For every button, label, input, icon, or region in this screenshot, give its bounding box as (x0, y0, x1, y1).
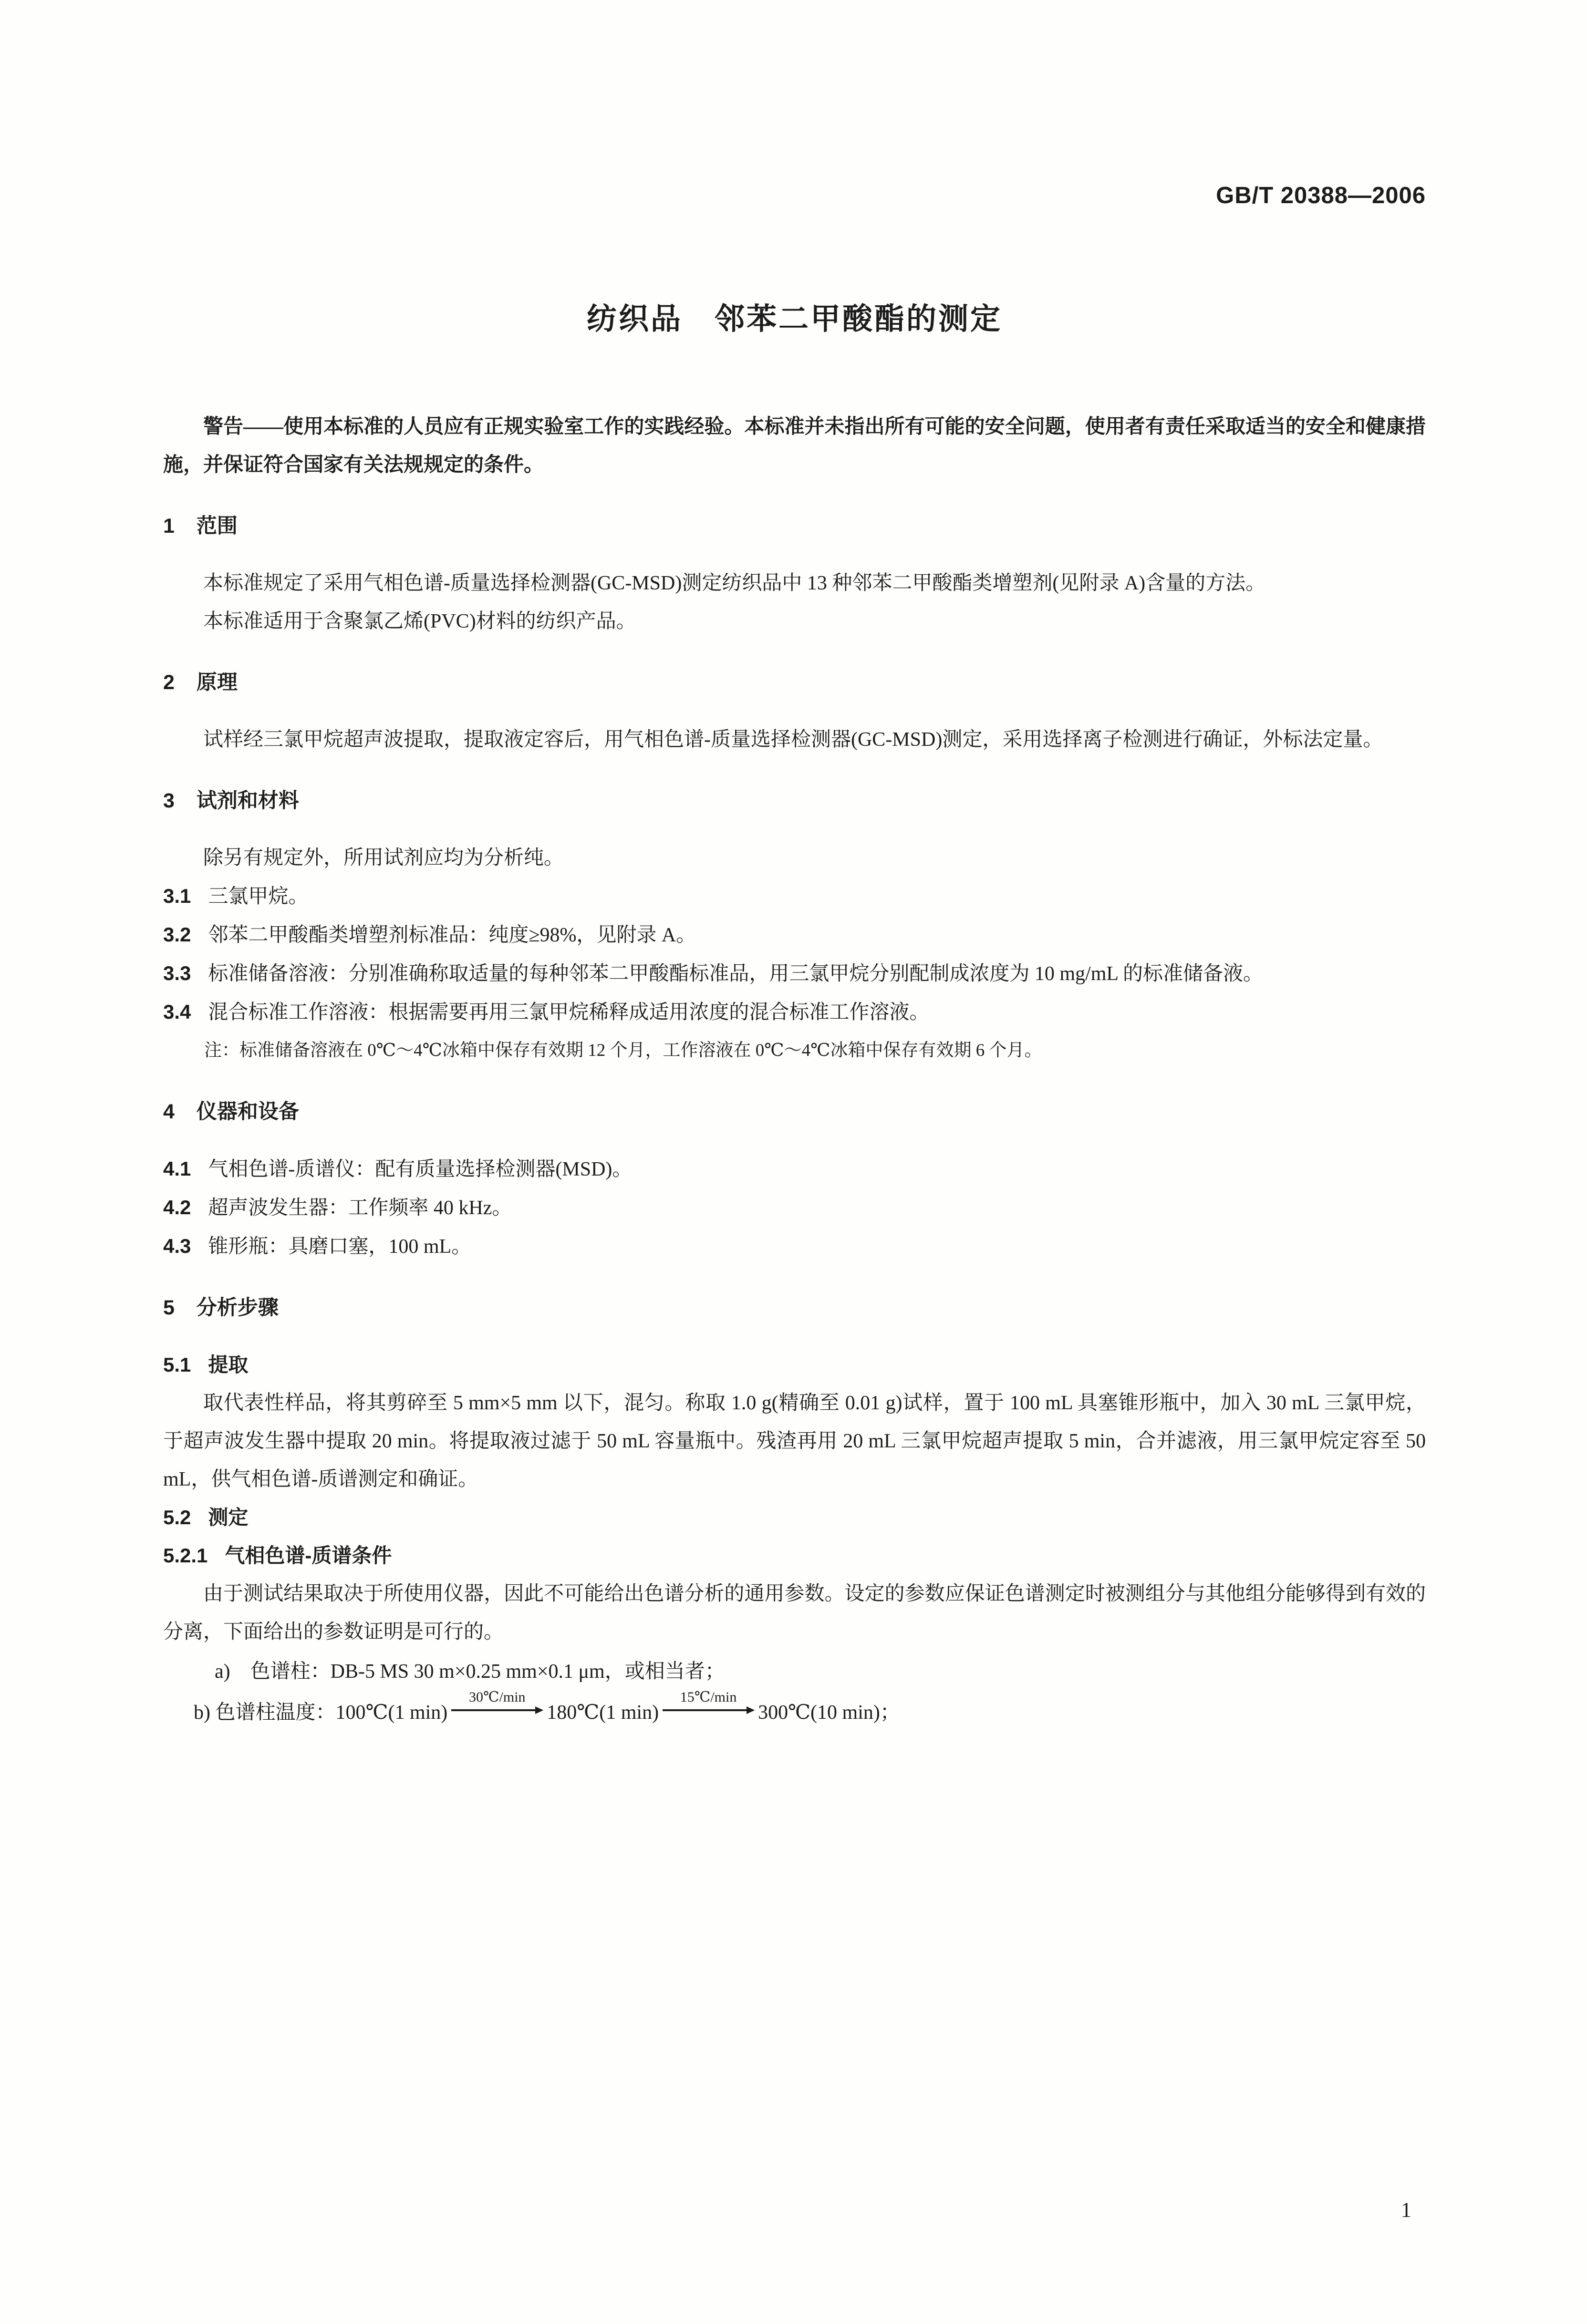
section-title: 范围 (196, 515, 238, 537)
section-title: 试剂和材料 (196, 789, 299, 812)
subclause-5-2-heading (163, 1498, 1426, 1537)
clause-3-1 (163, 877, 1426, 916)
section-number: 2 (163, 671, 175, 694)
subclause-title: 气相色谱-质谱条件 (225, 1544, 392, 1567)
extraction-paragraph: 取代表性样品，将其剪碎至 5 mm×5 mm 以下，混匀。称取 1.0 g(精确至 0.01 g)试样，置于 100 mL 具塞锥形瓶中，加入 30 mL 三氯甲烷，于超声波发生器中提取 20 min。将提取液过滤于 50 mL 容量瓶中。残渣再用 20 mL 三氯甲烷超声提取 5 min，合并滤液，用三氯甲烷定容至 50 mL，供气相色谱-质谱测定和确证。 (163, 1392, 1426, 1490)
temp-program-suffix: 300℃(10 min)； (758, 1702, 900, 1724)
clause-number: 3.2 (163, 923, 191, 946)
ramp-arrow-2 (662, 1689, 755, 1719)
clause-text: 锥形瓶：具磨口塞，100 mL。 (208, 1236, 472, 1258)
reagents-intro-paragraph: 除另有规定外，所用试剂应均为分析纯。 (203, 847, 564, 869)
section-5-heading (163, 1293, 1426, 1322)
subclause-5-2-1-heading (163, 1537, 1426, 1575)
clause-number: 4.3 (163, 1235, 191, 1257)
storage-note: 注：标准储备溶液在 0℃～4℃冰箱中保存有效期 12 个月，工作溶液在 0℃～4℃冰箱中保存有效期 6 个月。 (204, 1041, 1042, 1060)
section-number: 5 (163, 1296, 175, 1319)
ramp-arrow-1 (450, 1689, 544, 1719)
section-title: 仪器和设备 (196, 1100, 299, 1123)
gc-ms-conditions-paragraph: 由于测试结果取决于所使用仪器，因此不可能给出色谱分析的通用参数。设定的参数应保证色谱测定时被测组分与其他组分能够得到有效的分离，下面给出的参数证明是可行的。 (163, 1583, 1426, 1643)
clause-4-1 (163, 1150, 1426, 1188)
temp-program-prefix: b) 色谱柱温度：100℃(1 min) (194, 1702, 448, 1724)
clause-number: 3.1 (163, 885, 191, 907)
clause-4-2 (163, 1188, 1426, 1227)
page-number: 1 (1401, 2198, 1411, 2221)
ramp-rate-2: 15℃/min (680, 1689, 737, 1705)
section-number: 4 (163, 1100, 175, 1123)
clause-4-3 (163, 1227, 1426, 1266)
clause-3-4 (163, 993, 1426, 1032)
scope-paragraph-1: 本标准规定了采用气相色谱-质量选择检测器(GC-MSD)测定纺织品中 13 种邻苯二甲酸酯类增塑剂(见附录 A)含量的方法。 (203, 572, 1266, 594)
clause-number: 4.1 (163, 1157, 191, 1180)
clause-text: 混合标准工作溶液：根据需要再用三氯甲烷稀释成适用浓度的混合标准工作溶液。 (208, 1002, 930, 1023)
clause-number: 3.4 (163, 1001, 191, 1023)
standard-number: GB/T 20388—2006 (1216, 183, 1426, 208)
ramp-rate-1: 30℃/min (468, 1689, 526, 1705)
clause-number: 3.3 (163, 962, 191, 984)
section-title: 原理 (196, 671, 238, 694)
section-3-heading (163, 786, 1426, 815)
warning-paragraph: 警告——使用本标准的人员应有正规实验室工作的实践经验。本标准并未指出所有可能的安全问题，使用者有责任采取适当的安全和健康措施，并保证符合国家有关法规规定的条件。 (163, 416, 1426, 476)
clause-text: 标准储备溶液：分别准确称取适量的每种邻苯二甲酸酯标准品，用三氯甲烷分别配制成浓度为 10 mg/mL 的标准储备液。 (208, 963, 1263, 985)
clause-text: 邻苯二甲酸酯类增塑剂标准品：纯度≥98%，见附录 A。 (208, 924, 696, 946)
right-arrow-icon (451, 1709, 542, 1711)
clause-number: 5.2.1 (163, 1544, 208, 1567)
document-title: 纺织品 邻苯二甲酸酯的测定 (587, 302, 1002, 336)
principle-paragraph: 试样经三氯甲烷超声波提取，提取液定容后，用气相色谱-质量选择检测器(GC-MSD)测定，采用选择离子检测进行确证，外标法定量。 (203, 729, 1383, 751)
right-arrow-icon (663, 1709, 753, 1711)
section-number: 1 (163, 515, 175, 537)
clause-text: 超声波发生器：工作频率 40 kHz。 (208, 1197, 512, 1219)
section-2-heading (163, 668, 1426, 697)
section-number: 3 (163, 789, 175, 812)
subclause-5-1-heading (163, 1346, 1426, 1384)
clause-number: 5.1 (163, 1353, 191, 1376)
section-4-heading (163, 1097, 1426, 1126)
clause-number: 4.2 (163, 1196, 191, 1219)
list-item-b-temperature-program (163, 1689, 1426, 1733)
section-1-heading (163, 512, 1426, 540)
scope-paragraph-2: 本标准适用于含聚氯乙烯(PVC)材料的纺织产品。 (203, 610, 636, 632)
clause-text: 气相色谱-质谱仪：配有质量选择检测器(MSD)。 (208, 1158, 633, 1180)
subclause-title: 提取 (208, 1353, 249, 1376)
temp-program-mid: 180℃(1 min) (547, 1702, 659, 1724)
list-item-a: a) 色谱柱：DB-5 MS 30 m×0.25 mm×0.1 μm，或相当者； (215, 1661, 725, 1683)
section-title: 分析步骤 (196, 1296, 279, 1319)
clause-3-2 (163, 916, 1426, 954)
clause-number: 5.2 (163, 1506, 191, 1529)
clause-text: 三氯甲烷。 (208, 886, 309, 908)
clause-3-3 (163, 954, 1426, 993)
subclause-title: 测定 (208, 1506, 249, 1529)
